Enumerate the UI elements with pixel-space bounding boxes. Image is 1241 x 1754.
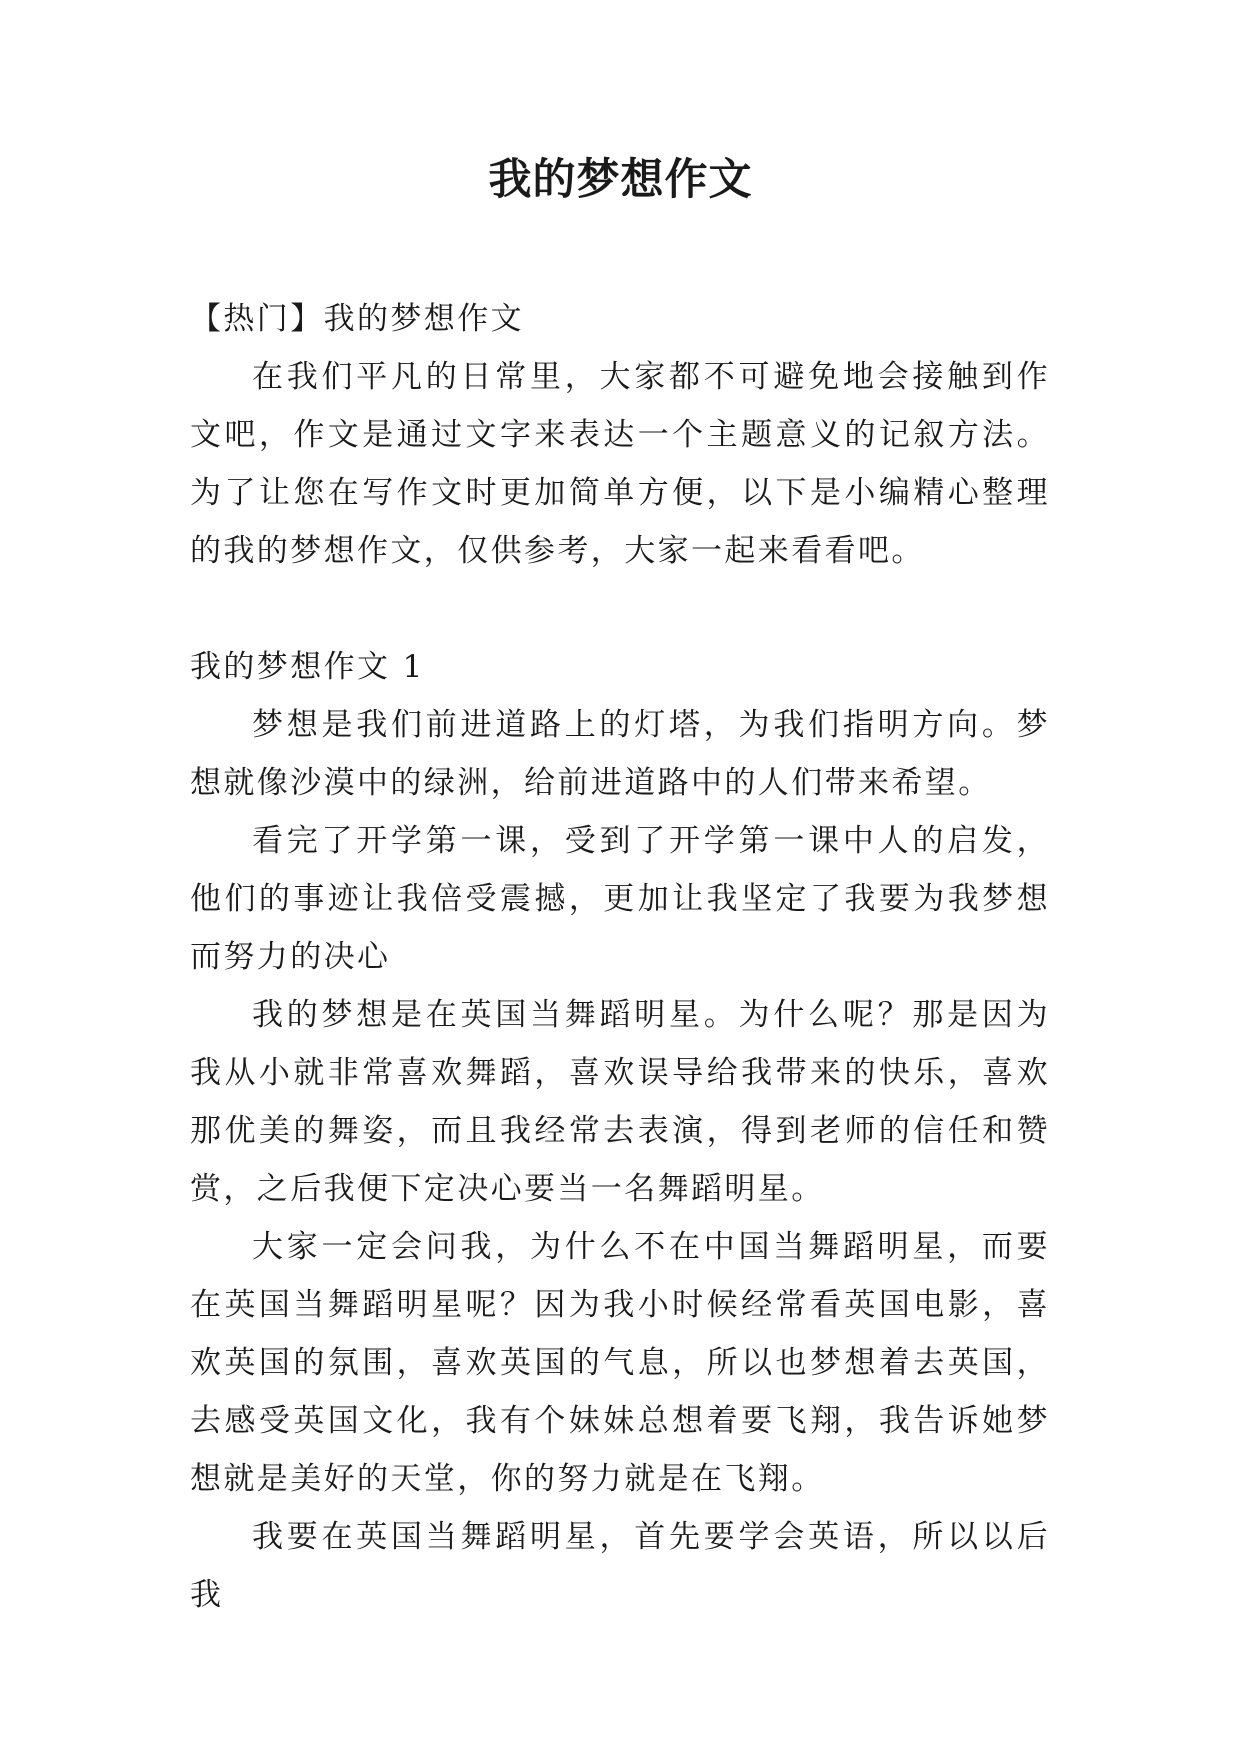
document-body xyxy=(190,290,1050,1624)
paragraph-spacer xyxy=(190,580,1050,638)
section-heading: 我的梦想作文 1 xyxy=(190,649,425,685)
intro-paragraph: 在我们平凡的日常里，大家都不可避免地会接触到作文吧，作文是通过文字来表达一个主题意义的记叙方法。为了让您在写作文时更加简单方便，以下是小编精心整理的我的梦想作文，仅供参考，大家一起来看看吧。 xyxy=(190,359,1050,569)
document-title: 我的梦想作文 xyxy=(488,155,753,205)
body-paragraph: 看完了开学第一课，受到了开学第一课中人的启发，他们的事迹让我倍受震撼，更加让我坚定了我要为我梦想而努力的决心 xyxy=(190,823,1050,975)
body-paragraph: 梦想是我们前进道路上的灯塔，为我们指明方向。梦想就像沙漠中的绿洲，给前进道路中的人们带来希望。 xyxy=(190,707,1050,801)
body-paragraph: 我的梦想是在英国当舞蹈明星。为什么呢？那是因为我从小就非常喜欢舞蹈，喜欢误导给我带来的快乐，喜欢那优美的舞姿，而且我经常去表演，得到老师的信任和赞赏，之后我便下定决心要当一名舞蹈明星。 xyxy=(190,997,1050,1207)
body-paragraph: 我要在英国当舞蹈明星，首先要学会英语，所以以后我 xyxy=(190,1519,1050,1613)
document-subtitle: 【热门】我的梦想作文 xyxy=(190,301,524,337)
body-paragraph: 大家一定会问我，为什么不在中国当舞蹈明星，而要在英国当舞蹈明星呢？因为我小时候经常看英国电影，喜欢英国的氛围，喜欢英国的气息，所以也梦想着去英国，去感受英国文化，我有个妹妹总想着要飞翔，我告诉她梦想就是美好的天堂，你的努力就是在飞翔。 xyxy=(190,1229,1050,1497)
